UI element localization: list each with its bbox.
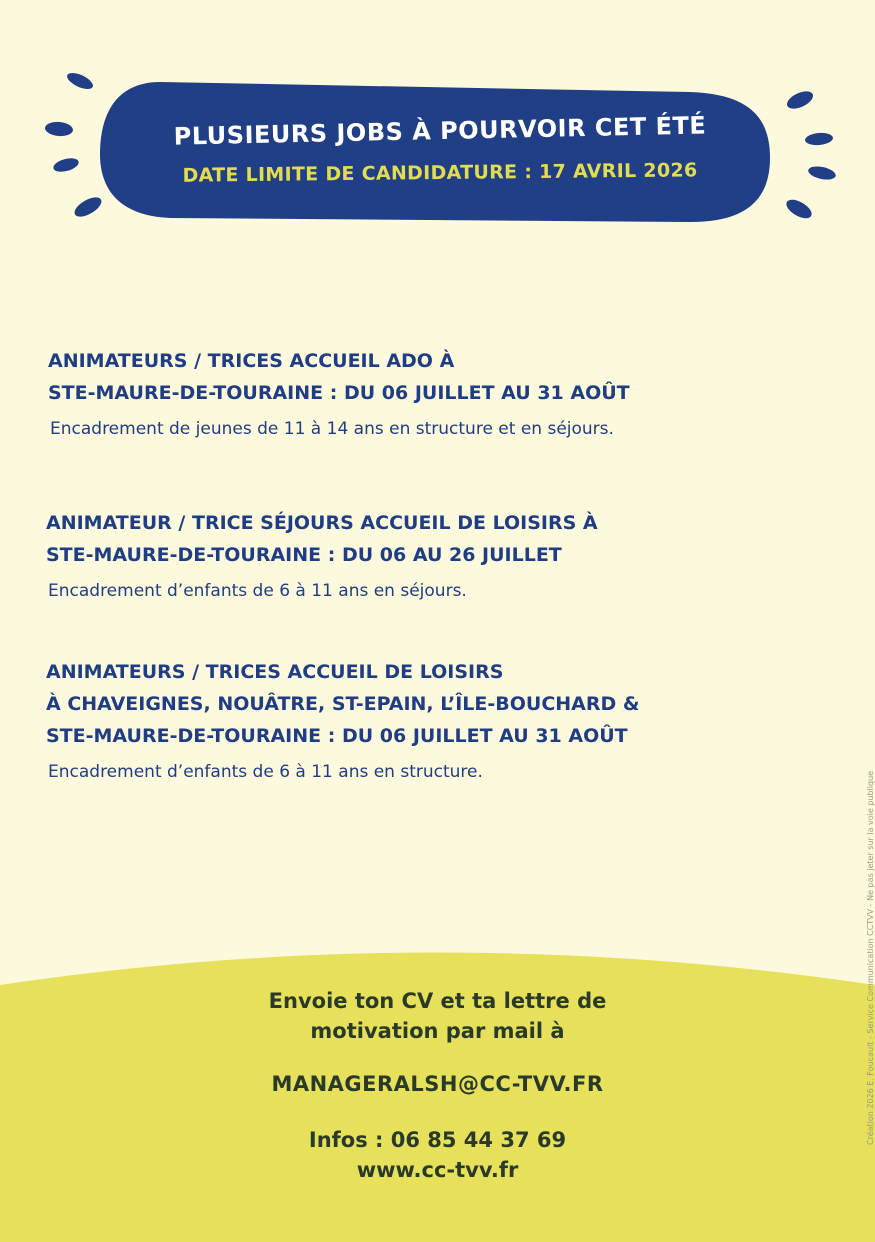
header-banner [40,70,840,230]
job-title-line: STE-MAURE-DE-TOURAINE : DU 06 JUILLET AU 31 AOÛT [46,725,628,747]
website-link[interactable]: www.cc-tvv.fr [356,1158,519,1182]
job-description: Encadrement d’enfants de 6 à 11 ans en séjours. [48,581,467,601]
job-title [46,507,806,571]
footer-line: motivation par mail à [310,1019,565,1043]
job-title [46,656,806,752]
contact-phone: Infos : 06 85 44 37 69 [308,1128,567,1152]
splash-drop-icon [805,132,834,146]
banner-title: PLUSIEURS JOBS À POURVOIR CET ÉTÉ [173,111,707,151]
job-title-line: STE-MAURE-DE-TOURAINE : DU 06 JUILLET AU 31 AOÛT [48,382,630,404]
job-description: Encadrement d’enfants de 6 à 11 ans en structure. [48,762,483,782]
job-title [48,345,806,409]
job-title-line: ANIMATEURS / TRICES ACCUEIL ADO À [48,350,455,372]
job-offer-1 [46,345,806,439]
job-title-line: À CHAVEIGNES, NOUÂTRE, ST-EPAIN, L’ÎLE-BOUCHARD & [46,693,640,715]
job-title-line: ANIMATEUR / TRICE SÉJOURS ACCUEIL DE LOISIRS À [46,512,598,534]
banner-pill [100,82,770,222]
contact-email[interactable]: MANAGERALSH@CC-TVV.FR [271,1072,604,1096]
job-offer-2 [46,507,806,601]
footer-instructions [0,986,875,1046]
splash-drop-icon [784,88,815,113]
splash-drop-icon [52,156,80,174]
footer-line: Envoie ton CV et ta lettre de [268,989,607,1013]
job-offer-3 [46,656,806,782]
job-description: Encadrement de jeunes de 11 à 14 ans en structure et en séjours. [50,419,614,439]
application-deadline: DATE LIMITE DE CANDIDATURE : 17 AVRIL 2026 [182,159,698,187]
splash-drop-icon [807,164,837,182]
splash-drop-icon [65,70,95,92]
job-title-line: STE-MAURE-DE-TOURAINE : DU 06 AU 26 JUILLET [46,544,562,566]
splash-drop-icon [72,193,105,220]
splash-drop-icon [783,196,814,222]
job-title-line: ANIMATEURS / TRICES ACCUEIL DE LOISIRS [46,661,504,683]
splash-drop-icon [44,121,73,137]
credit-text: Création 2026 E. Foucault - Service Communication CCTVV - Ne pas jeter sur la voie publique [866,770,875,1145]
